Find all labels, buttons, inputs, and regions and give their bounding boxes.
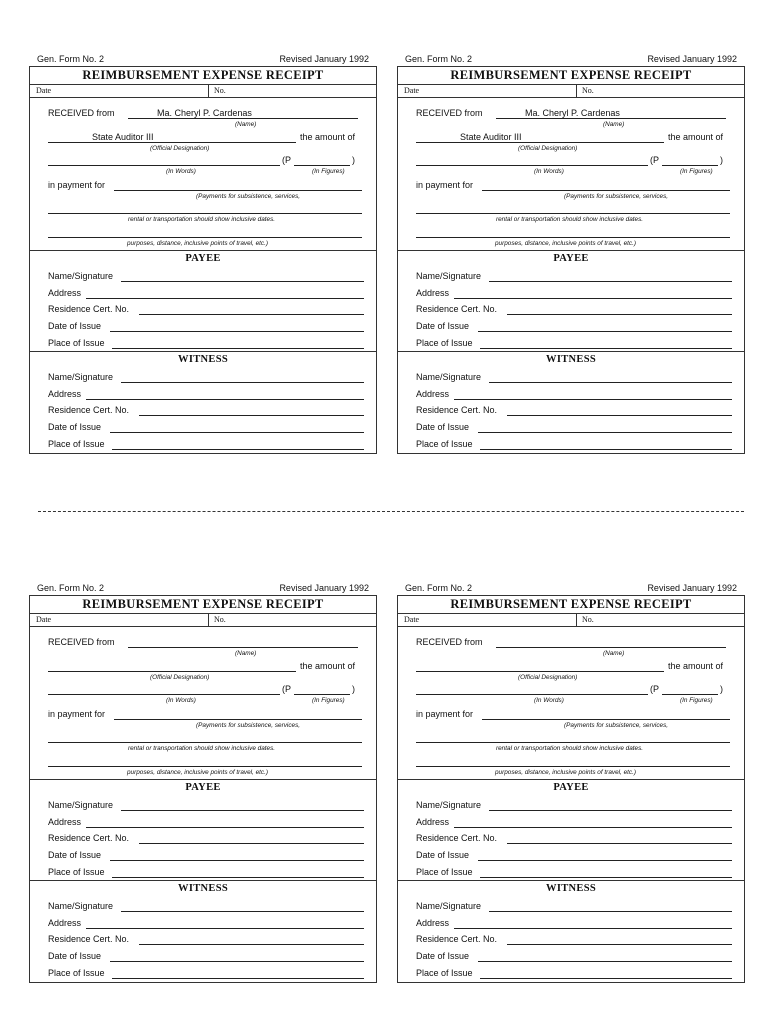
witness-address-line[interactable] (86, 928, 364, 929)
payee-name-line[interactable] (489, 810, 732, 811)
payment-for-label: in payment for (416, 709, 474, 719)
in-figures-hint: (In Figures) (680, 168, 713, 175)
designation-line[interactable] (416, 671, 664, 672)
amount-figures-line[interactable] (294, 694, 350, 695)
witness-residence-label: Residence Cert. No. (48, 405, 130, 415)
payer-name: Ma. Cheryl P. Cardenas (157, 108, 252, 118)
name-hint: (Name) (603, 650, 625, 657)
payer-designation: State Auditor III (92, 132, 154, 142)
witness-place-issue-label: Place of Issue (48, 968, 105, 978)
payment-line-2[interactable] (416, 742, 730, 743)
payment-hint-3: purposes, distance, inclusive points of travel, etc.) (127, 240, 269, 247)
witness-place-issue-label: Place of Issue (48, 439, 105, 449)
designation-hint: (Official Designation) (518, 674, 578, 681)
name-line[interactable] (128, 118, 358, 119)
payee-heading: PAYEE (553, 253, 589, 264)
name-hint: (Name) (235, 121, 257, 128)
payment-line-3[interactable] (48, 237, 362, 238)
witness-divider (398, 351, 744, 352)
payee-divider (30, 250, 376, 251)
payment-for-label: in payment for (416, 180, 474, 190)
form-header-line (405, 583, 737, 595)
received-from-label: RECEIVED from (48, 637, 115, 647)
payee-date-issue-line[interactable] (110, 331, 364, 332)
payee-address-label: Address (416, 817, 450, 827)
designation-line[interactable] (48, 671, 296, 672)
amount-of-label: the amount of (668, 661, 724, 671)
payment-hint-1: (Payments for subsistence, services, (564, 193, 669, 200)
amount-words-line[interactable] (48, 165, 280, 166)
payee-date-issue-line[interactable] (478, 331, 732, 332)
name-line[interactable] (496, 118, 726, 119)
payee-name-label: Name/Signature (48, 800, 114, 810)
payee-residence-line[interactable] (139, 314, 364, 315)
witness-residence-line[interactable] (507, 415, 732, 416)
in-figures-hint: (In Figures) (312, 697, 345, 704)
in-words-hint: (In Words) (534, 168, 564, 175)
payee-place-issue-label: Place of Issue (416, 867, 473, 877)
payee-divider (398, 779, 744, 780)
receipt-title: REIMBURSEMENT EXPENSE RECEIPT (398, 596, 744, 614)
payee-date-issue-label: Date of Issue (416, 850, 470, 860)
witness-place-issue-line[interactable] (112, 449, 364, 450)
amount-words-line[interactable] (416, 165, 648, 166)
witness-heading: WITNESS (546, 354, 596, 365)
form-header-line (37, 583, 369, 595)
peso-open: (P (650, 155, 659, 165)
witness-date-issue-line[interactable] (110, 961, 364, 962)
payee-divider (30, 779, 376, 780)
name-line[interactable] (128, 647, 358, 648)
payment-for-label: in payment for (48, 709, 106, 719)
in-words-hint: (In Words) (166, 168, 196, 175)
date-number-row (30, 614, 376, 627)
payment-hint-1: (Payments for subsistence, services, (564, 722, 669, 729)
payment-hint-3: purposes, distance, inclusive points of travel, etc.) (495, 240, 637, 247)
witness-name-label: Name/Signature (416, 901, 482, 911)
date-number-row (30, 85, 376, 98)
date-no-divider (208, 614, 209, 626)
payee-name-line[interactable] (121, 810, 364, 811)
revision-date: Revised January 1992 (647, 54, 737, 64)
payment-line-3[interactable] (48, 766, 362, 767)
witness-residence-line[interactable] (139, 944, 364, 945)
receipt-title: REIMBURSEMENT EXPENSE RECEIPT (30, 596, 376, 614)
payment-hint-2: rental or transportation should show inclusive dates. (496, 216, 644, 223)
payee-address-line[interactable] (454, 298, 732, 299)
witness-address-label: Address (48, 918, 82, 928)
date-number-row (398, 85, 744, 98)
payee-address-line[interactable] (86, 298, 364, 299)
form-number: Gen. Form No. 2 (37, 583, 105, 593)
payment-line-1[interactable] (482, 190, 730, 191)
witness-name-line[interactable] (489, 382, 732, 383)
witness-address-line[interactable] (86, 399, 364, 400)
receipt-box (397, 595, 745, 983)
received-from-label: RECEIVED from (416, 108, 483, 118)
amount-words-line[interactable] (416, 694, 648, 695)
payee-date-issue-line[interactable] (478, 860, 732, 861)
witness-heading: WITNESS (178, 883, 228, 894)
number-label: No. (214, 615, 226, 624)
witness-name-line[interactable] (489, 911, 732, 912)
witness-residence-label: Residence Cert. No. (48, 934, 130, 944)
witness-name-label: Name/Signature (416, 372, 482, 382)
date-no-divider (576, 614, 577, 626)
name-hint: (Name) (235, 650, 257, 657)
in-words-hint: (In Words) (534, 697, 564, 704)
date-no-divider (208, 85, 209, 97)
payee-place-issue-line[interactable] (112, 877, 364, 878)
date-label: Date (404, 615, 420, 624)
witness-divider (30, 880, 376, 881)
receipt-box (29, 595, 377, 983)
payee-place-issue-label: Place of Issue (416, 338, 473, 348)
peso-close: ) (720, 684, 723, 694)
witness-place-issue-line[interactable] (480, 978, 732, 979)
receipt-box (397, 66, 745, 454)
payment-line-1[interactable] (114, 190, 362, 191)
designation-hint: (Official Designation) (150, 674, 210, 681)
name-line[interactable] (496, 647, 726, 648)
witness-name-line[interactable] (121, 911, 364, 912)
payee-residence-line[interactable] (139, 843, 364, 844)
designation-hint: (Official Designation) (518, 145, 578, 152)
payment-line-1[interactable] (482, 719, 730, 720)
amount-of-label: the amount of (668, 132, 724, 142)
witness-heading: WITNESS (546, 883, 596, 894)
witness-address-label: Address (416, 918, 450, 928)
payment-line-2[interactable] (48, 742, 362, 743)
witness-address-line[interactable] (454, 399, 732, 400)
witness-divider (398, 880, 744, 881)
received-from-label: RECEIVED from (48, 108, 115, 118)
receipt-box (29, 66, 377, 454)
designation-line[interactable] (48, 142, 296, 143)
peso-open: (P (282, 155, 291, 165)
receipt-title: REIMBURSEMENT EXPENSE RECEIPT (398, 67, 744, 85)
form-header-line (37, 54, 369, 66)
amount-of-label: the amount of (300, 661, 356, 671)
payee-date-issue-label: Date of Issue (416, 321, 470, 331)
witness-name-label: Name/Signature (48, 372, 114, 382)
payment-line-2[interactable] (416, 213, 730, 214)
witness-date-issue-label: Date of Issue (48, 422, 102, 432)
payee-address-line[interactable] (86, 827, 364, 828)
payment-for-label: in payment for (48, 180, 106, 190)
witness-date-issue-label: Date of Issue (416, 422, 470, 432)
payee-residence-label: Residence Cert. No. (48, 304, 130, 314)
payee-date-issue-label: Date of Issue (48, 321, 102, 331)
amount-figures-line[interactable] (662, 694, 718, 695)
witness-place-issue-label: Place of Issue (416, 439, 473, 449)
in-figures-hint: (In Figures) (680, 697, 713, 704)
date-label: Date (36, 86, 52, 95)
witness-residence-label: Residence Cert. No. (416, 934, 498, 944)
received-from-label: RECEIVED from (416, 637, 483, 647)
payee-name-line[interactable] (121, 281, 364, 282)
payee-name-label: Name/Signature (416, 800, 482, 810)
peso-open: (P (282, 684, 291, 694)
witness-place-issue-label: Place of Issue (416, 968, 473, 978)
payee-date-issue-line[interactable] (110, 860, 364, 861)
witness-residence-label: Residence Cert. No. (416, 405, 498, 415)
payee-address-line[interactable] (454, 827, 732, 828)
date-no-divider (576, 85, 577, 97)
payer-designation: State Auditor III (460, 132, 522, 142)
designation-hint: (Official Designation) (150, 145, 210, 152)
payment-hint-2: rental or transportation should show inclusive dates. (496, 745, 644, 752)
payee-heading: PAYEE (553, 782, 589, 793)
payee-residence-label: Residence Cert. No. (416, 304, 498, 314)
revision-date: Revised January 1992 (279, 54, 369, 64)
witness-place-issue-line[interactable] (480, 449, 732, 450)
form-header-line (405, 54, 737, 66)
payment-hint-1: (Payments for subsistence, services, (196, 722, 301, 729)
designation-line[interactable] (416, 142, 664, 143)
payee-residence-label: Residence Cert. No. (48, 833, 130, 843)
witness-divider (30, 351, 376, 352)
payee-place-issue-label: Place of Issue (48, 867, 105, 877)
payee-date-issue-label: Date of Issue (48, 850, 102, 860)
in-words-hint: (In Words) (166, 697, 196, 704)
payee-name-label: Name/Signature (48, 271, 114, 281)
payee-name-label: Name/Signature (416, 271, 482, 281)
peso-close: ) (720, 155, 723, 165)
witness-date-issue-label: Date of Issue (48, 951, 102, 961)
payment-hint-2: rental or transportation should show inclusive dates. (128, 745, 276, 752)
amount-figures-line[interactable] (662, 165, 718, 166)
witness-address-line[interactable] (454, 928, 732, 929)
payment-hint-1: (Payments for subsistence, services, (196, 193, 301, 200)
payment-hint-2: rental or transportation should show inclusive dates. (128, 216, 276, 223)
payee-address-label: Address (48, 288, 82, 298)
witness-date-issue-line[interactable] (478, 432, 732, 433)
witness-heading: WITNESS (178, 354, 228, 365)
witness-name-label: Name/Signature (48, 901, 114, 911)
witness-residence-line[interactable] (507, 944, 732, 945)
payee-residence-line[interactable] (507, 843, 732, 844)
form-number: Gen. Form No. 2 (37, 54, 105, 64)
cut-line (38, 511, 744, 512)
payee-address-label: Address (48, 817, 82, 827)
witness-name-line[interactable] (121, 382, 364, 383)
revision-date: Revised January 1992 (647, 583, 737, 593)
number-label: No. (582, 615, 594, 624)
payee-heading: PAYEE (185, 782, 221, 793)
amount-words-line[interactable] (48, 694, 280, 695)
payment-line-2[interactable] (48, 213, 362, 214)
amount-figures-line[interactable] (294, 165, 350, 166)
revision-date: Revised January 1992 (279, 583, 369, 593)
witness-date-issue-line[interactable] (110, 432, 364, 433)
payee-place-issue-line[interactable] (480, 877, 732, 878)
number-label: No. (214, 86, 226, 95)
payee-place-issue-label: Place of Issue (48, 338, 105, 348)
witness-date-issue-label: Date of Issue (416, 951, 470, 961)
payee-name-line[interactable] (489, 281, 732, 282)
payee-divider (398, 250, 744, 251)
witness-address-label: Address (48, 389, 82, 399)
peso-open: (P (650, 684, 659, 694)
peso-close: ) (352, 684, 355, 694)
receipt-title: REIMBURSEMENT EXPENSE RECEIPT (30, 67, 376, 85)
form-number: Gen. Form No. 2 (405, 583, 473, 593)
witness-place-issue-line[interactable] (112, 978, 364, 979)
name-hint: (Name) (603, 121, 625, 128)
payee-place-issue-line[interactable] (112, 348, 364, 349)
witness-address-label: Address (416, 389, 450, 399)
in-figures-hint: (In Figures) (312, 168, 345, 175)
payee-place-issue-line[interactable] (480, 348, 732, 349)
payment-line-3[interactable] (416, 766, 730, 767)
date-label: Date (404, 86, 420, 95)
payee-residence-label: Residence Cert. No. (416, 833, 498, 843)
payment-hint-3: purposes, distance, inclusive points of travel, etc.) (127, 769, 269, 776)
amount-of-label: the amount of (300, 132, 356, 142)
payer-name: Ma. Cheryl P. Cardenas (525, 108, 620, 118)
payee-heading: PAYEE (185, 253, 221, 264)
payee-residence-line[interactable] (507, 314, 732, 315)
number-label: No. (582, 86, 594, 95)
witness-date-issue-line[interactable] (478, 961, 732, 962)
date-label: Date (36, 615, 52, 624)
payment-line-1[interactable] (114, 719, 362, 720)
peso-close: ) (352, 155, 355, 165)
date-number-row (398, 614, 744, 627)
witness-residence-line[interactable] (139, 415, 364, 416)
payment-line-3[interactable] (416, 237, 730, 238)
payee-address-label: Address (416, 288, 450, 298)
form-number: Gen. Form No. 2 (405, 54, 473, 64)
payment-hint-3: purposes, distance, inclusive points of travel, etc.) (495, 769, 637, 776)
